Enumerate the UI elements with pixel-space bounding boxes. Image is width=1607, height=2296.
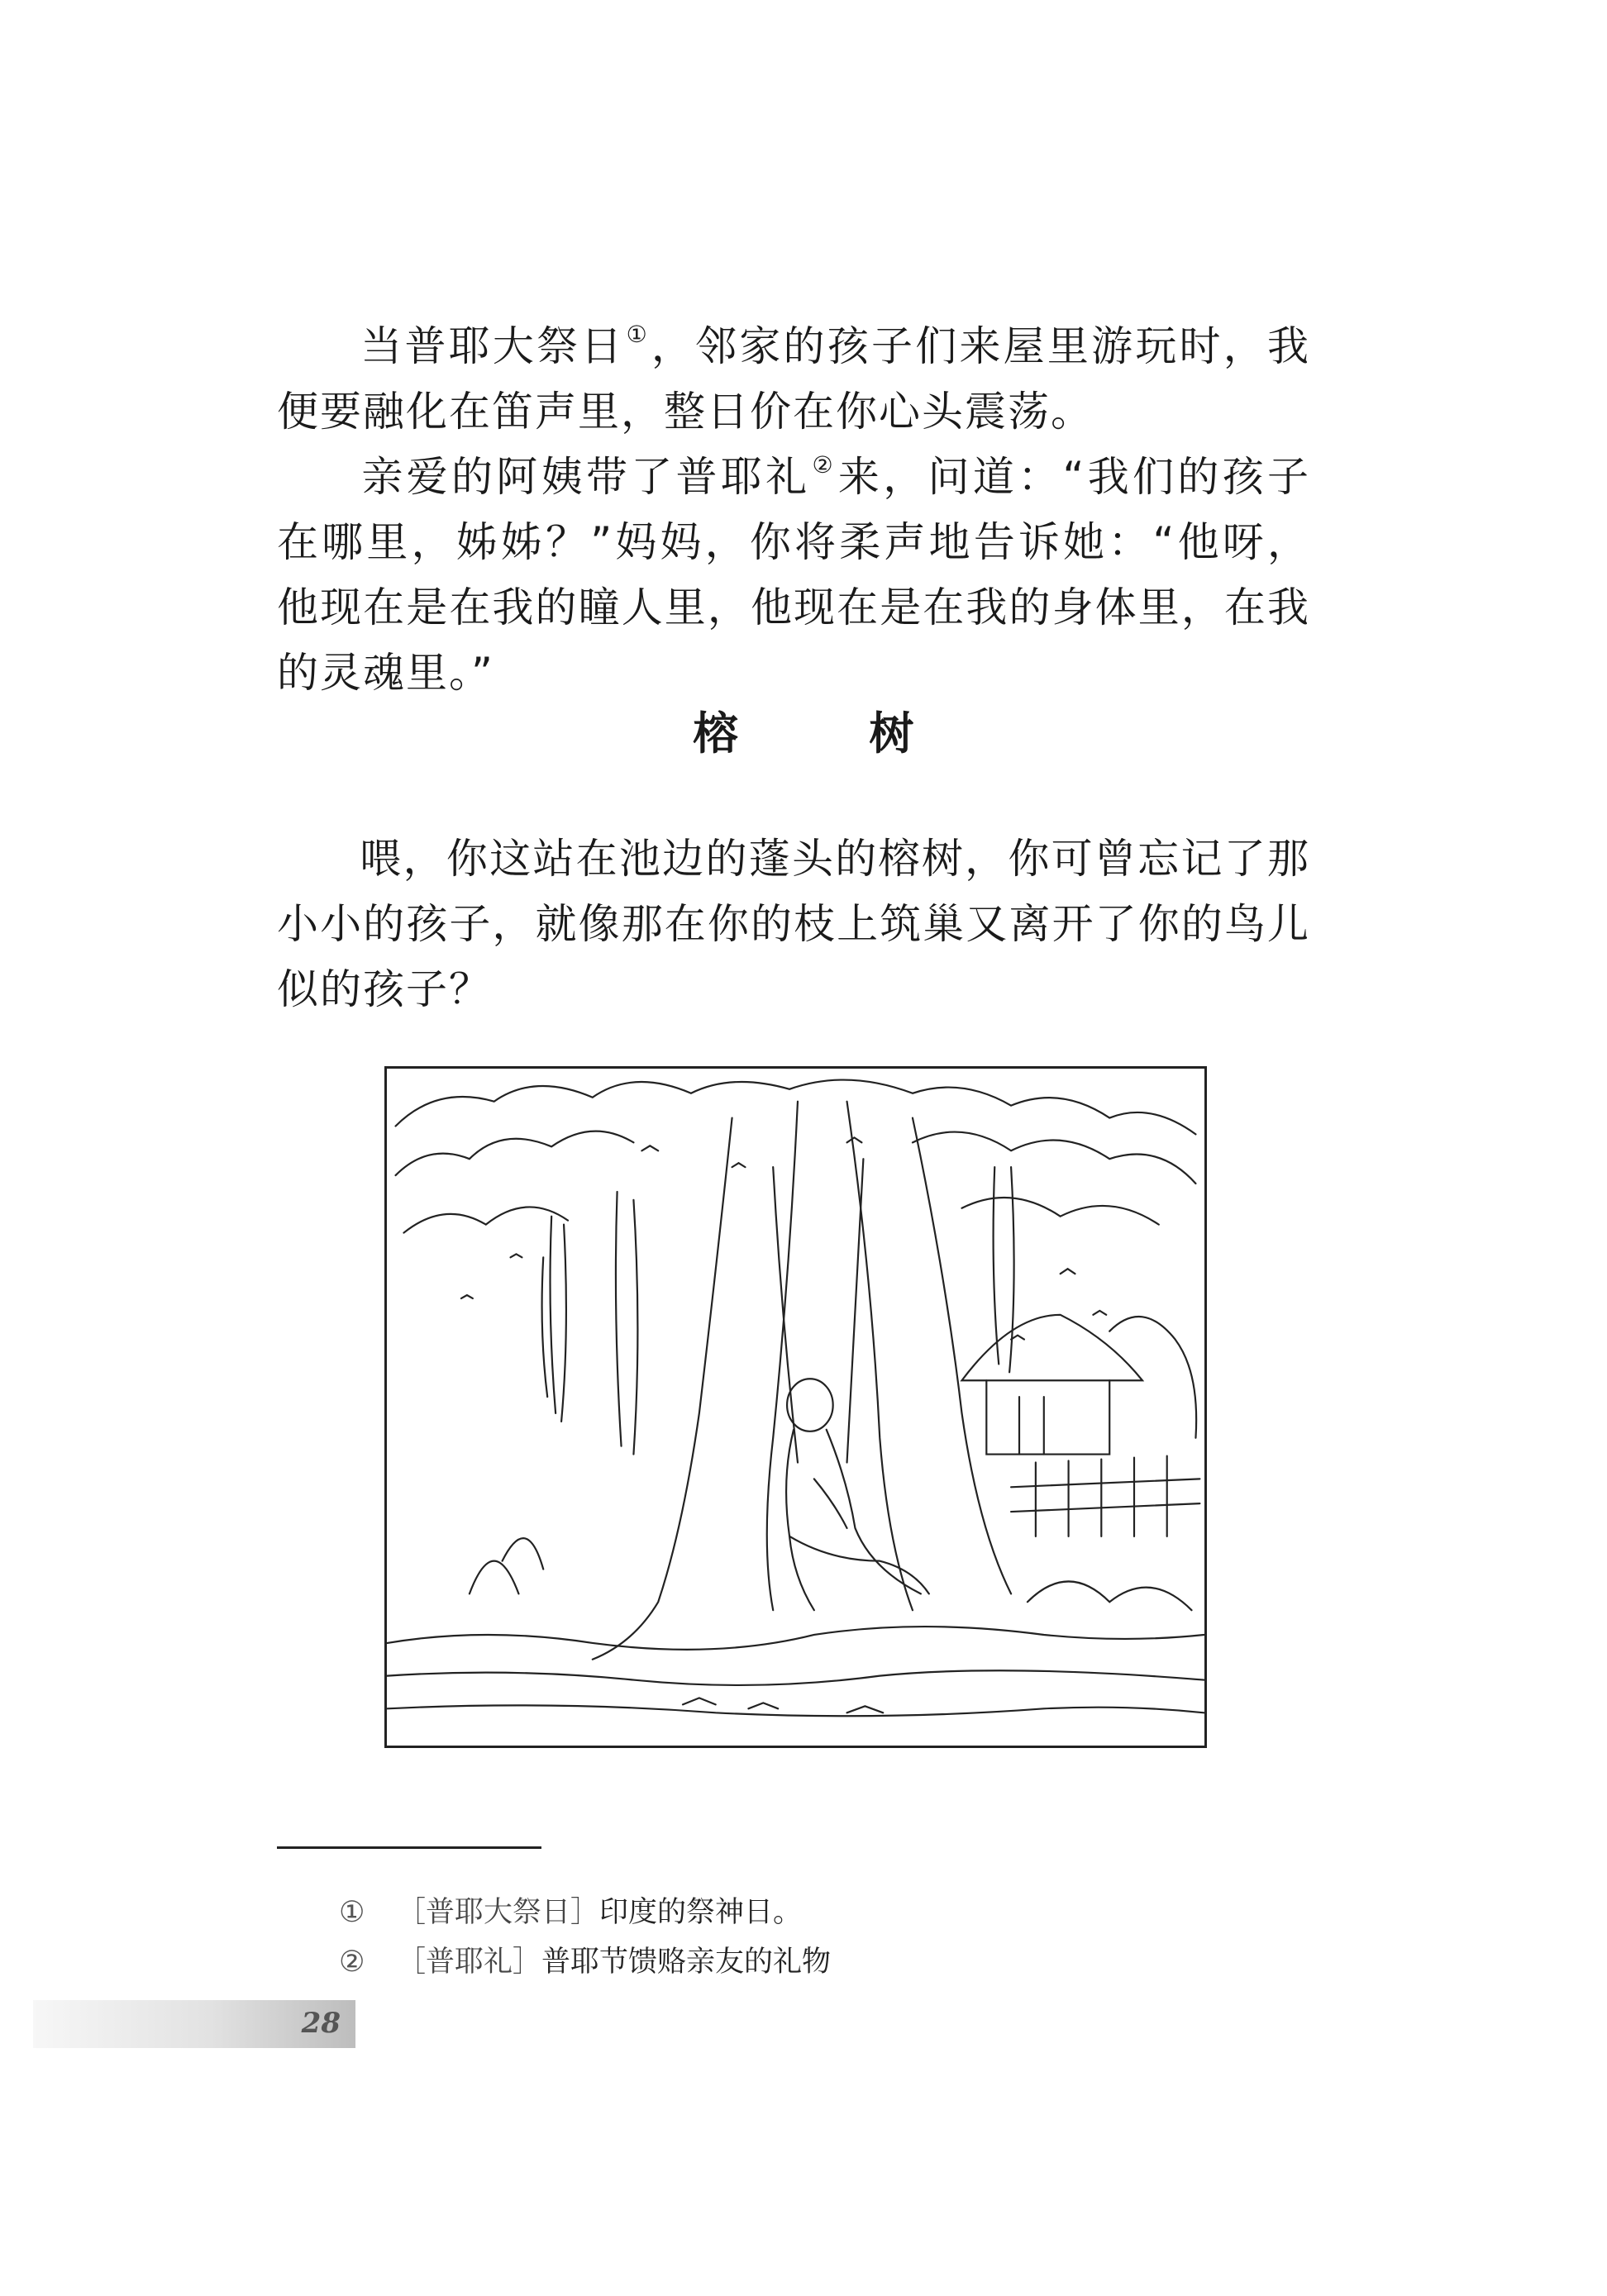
footnote-1-text: 印度的祭神日。 <box>599 1896 803 1929</box>
footnote-divider <box>277 1846 541 1849</box>
paragraph-2-text-a: 亲爱的阿姨带了普耶礼 <box>360 453 811 501</box>
paragraph-2-text-b: 来，问道：“我们的孩子在哪里，姊姊？”妈妈，你将柔声地告诉她：“他呀，他现在是在我的瞳人里，他现在是在我的身体里，在我的灵魂里。” <box>277 453 1310 697</box>
paragraph-1-text-a: 当普耶大祭日 <box>360 322 625 370</box>
footnote-ref-1[interactable]: ① <box>626 321 650 348</box>
paragraph-1-text-b: ，邻家的孩子们来屋里游玩时，我便要融化在笛声里，整日价在你心头震荡。 <box>277 322 1311 436</box>
paragraph-2 <box>277 445 1310 706</box>
paragraph-3 <box>277 826 1310 1022</box>
footnote-2-term: ［普耶礼］ <box>397 1946 542 1979</box>
footnote-1-term: ［普耶大祭日］ <box>397 1896 600 1929</box>
footnote-1-number: ① <box>339 1896 365 1929</box>
footnote-2 <box>339 1944 831 1980</box>
footnote-2-text: 普耶节馈赂亲友的礼物 <box>541 1946 832 1979</box>
section-title: 榕 树 <box>693 707 972 760</box>
illustration-drawing <box>387 1069 1204 1746</box>
page-number-bar <box>33 2000 355 2048</box>
paragraph-3-text: 喂，你这站在池边的蓬头的榕树，你可曾忘记了那小小的孩子，就像那在你的枝上筑巢又离开了你的鸟儿似的孩子？ <box>277 835 1310 1013</box>
page-number: 28 <box>301 2007 341 2040</box>
paragraph-1 <box>277 314 1310 445</box>
banyan-tree-illustration <box>384 1066 1207 1748</box>
footnote-ref-2[interactable]: ② <box>812 451 837 479</box>
footnote-2-number: ② <box>339 1946 365 1979</box>
footnote-1 <box>339 1894 802 1931</box>
